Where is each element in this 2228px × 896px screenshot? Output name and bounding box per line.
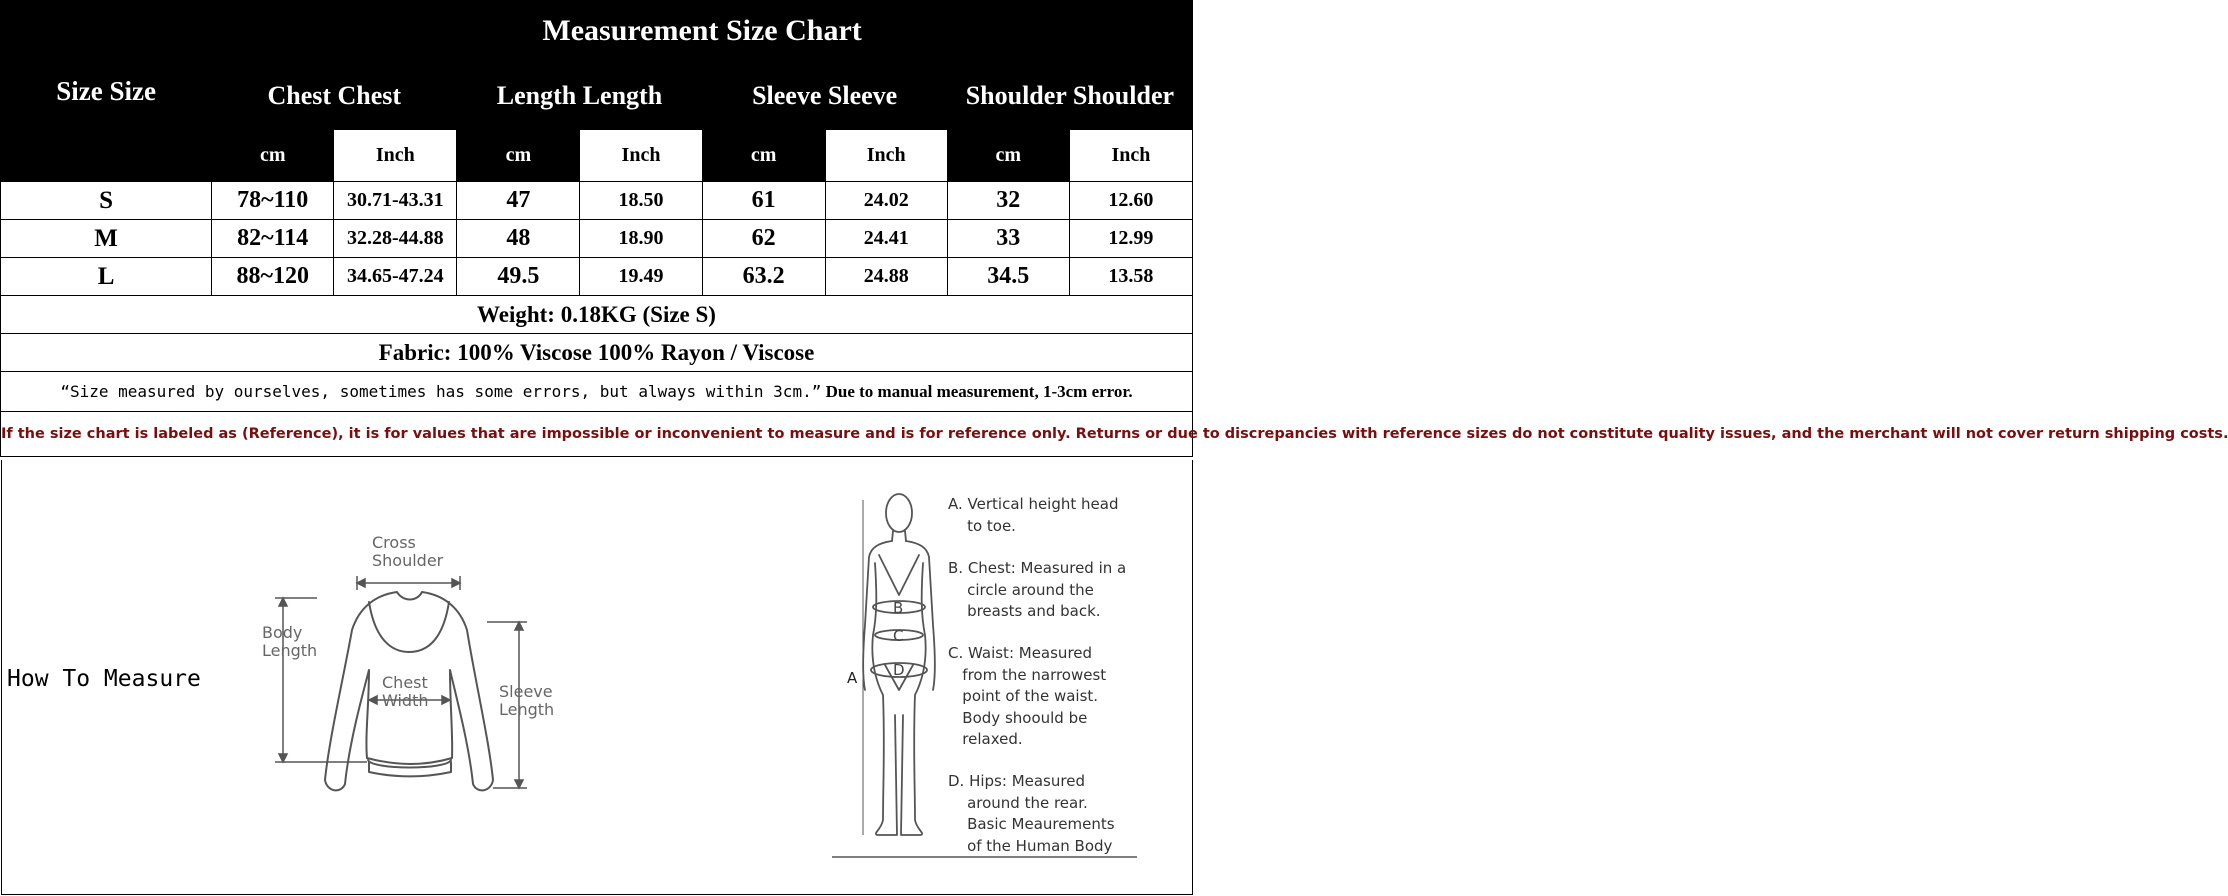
value-cell: 19.49 [580,258,702,296]
value-cell: 12.60 [1069,182,1192,220]
value-cell: 48 [457,220,580,258]
letter-c: C [893,627,904,645]
unit-header: Inch [334,130,457,182]
sleeve-length-label: Sleeve Length [499,682,555,719]
value-cell: 62 [702,220,825,258]
unit-header: Inch [580,130,702,182]
value-cell: 32 [947,182,1069,220]
length-header: Length Length [457,62,702,130]
human-body-diagram [827,485,942,865]
value-cell: 82~114 [212,220,334,258]
chest-header: Chest Chest [212,62,457,130]
value-cell: 78~110 [212,182,334,220]
unit-header: cm [947,130,1069,182]
note-chest: B. Chest: Measured in a circle around the breasts and back. [948,559,1127,620]
value-cell: 24.88 [825,258,947,296]
weight-row: Weight: 0.18KG (Size S) [1,296,1193,334]
unit-header: cm [212,130,334,182]
reference-warning: If the size chart is labeled as (Reference), it is for values that are impossible or inconvenient to measure and is for reference only. Returns or due to discrepancies with reference sizes do not constitute quality issues, and the merchant will not cover return shipping costs. [1,412,1193,457]
size-cell: S [1,182,212,220]
value-cell: 88~120 [212,258,334,296]
chest-width-label: Chest Width [382,673,429,710]
size-cell: L [1,258,212,296]
value-cell: 18.50 [580,182,702,220]
unit-header: cm [702,130,825,182]
how-to-measure-section [1,460,1193,895]
note-error: Due to manual measurement, 1-3cm error. [825,381,1133,401]
note-height: A. Vertical height head to toe. [948,495,1119,535]
sleeve-header: Sleeve Sleeve [702,62,947,130]
size-header: Size Size [1,1,212,182]
value-cell: 32.28-44.88 [334,220,457,258]
sweater-diagram [257,530,577,805]
value-cell: 24.02 [825,182,947,220]
fabric-row: Fabric: 100% Viscose 100% Rayon / Viscose [1,334,1193,372]
value-cell: 34.65-47.24 [334,258,457,296]
table-row [1,258,1193,296]
shoulder-header: Shoulder Shoulder [947,62,1192,130]
note-hips: D. Hips: Measured around the rear. Basic Meaurements of the Human Body [948,772,1115,855]
value-cell: 34.5 [947,258,1069,296]
value-cell: 33 [947,220,1069,258]
size-cell: M [1,220,212,258]
value-cell: 63.2 [702,258,825,296]
value-cell: 61 [702,182,825,220]
unit-header: Inch [825,130,947,182]
measurement-note [1,372,1193,412]
letter-a: A [847,669,858,687]
letter-d: D [893,661,905,679]
note-quote: “Size measured by ourselves, sometimes has some errors, but always within 3cm.” [60,381,822,401]
how-to-measure-label: How To Measure [7,666,201,692]
chart-title: Measurement Size Chart [212,1,1193,62]
value-cell: 49.5 [457,258,580,296]
value-cell: 24.41 [825,220,947,258]
value-cell: 13.58 [1069,258,1192,296]
unit-header: cm [457,130,580,182]
value-cell: 30.71-43.31 [334,182,457,220]
table-row [1,182,1193,220]
table-row [1,220,1193,258]
note-waist: C. Waist: Measured from the narrowest point of the waist. Body shoould be relaxed. [948,644,1107,748]
value-cell: 12.99 [1069,220,1192,258]
unit-header: Inch [1069,130,1192,182]
value-cell: 18.90 [580,220,702,258]
letter-b: B [893,599,904,617]
body-length-label: Body Length [262,623,318,660]
cross-shoulder-label: Cross Shoulder [372,533,444,570]
value-cell: 47 [457,182,580,220]
